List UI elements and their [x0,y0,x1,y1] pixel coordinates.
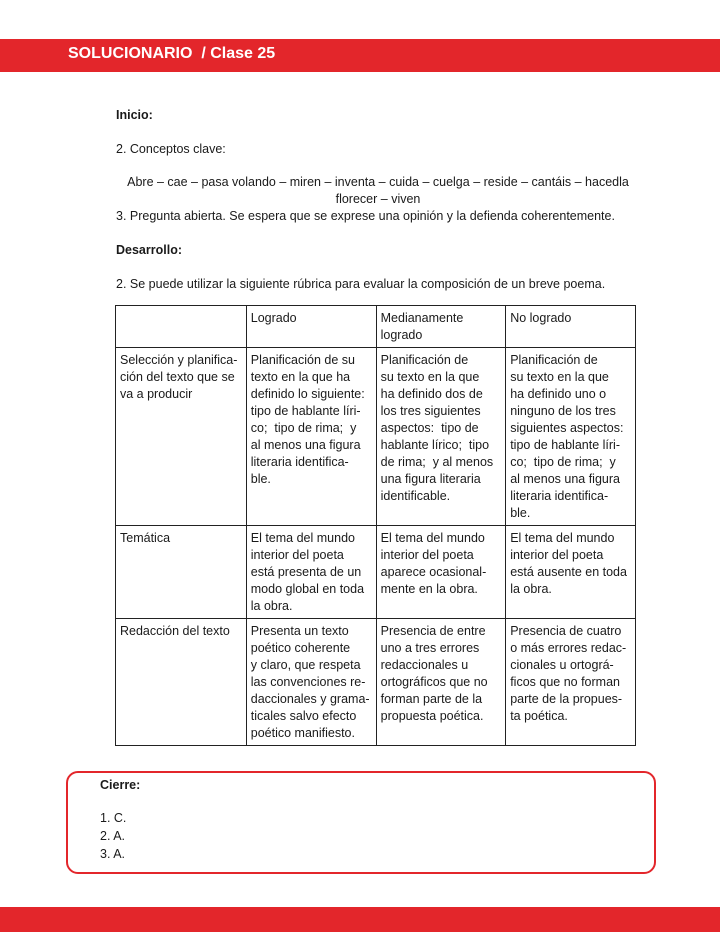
rubric-cell-logrado: Presenta un texto poético coherente y claro, que respeta las convenciones re- daccionales y grama- ticales salvo efecto poético manifiesto. [246,619,376,746]
concepts-line-1: Abre – cae – pasa volando – miren – inventa – cuida – cuelga – reside – cantáis – hacedla [127,175,629,189]
rubric-cell-no-logrado: El tema del mundo interior del poeta está ausente en toda la obra. [506,526,636,619]
cierre-heading: Cierre: [100,778,141,792]
rubric-cell-medianamente: Presencia de entre uno a tres errores redaccionales u ortográficos que no forman parte de la propuesta poética. [376,619,506,746]
rubric-header-no-logrado: No logrado [506,306,636,348]
rubric-cell-no-logrado: Presencia de cuatro o más errores redac- cionales u ortográ- ficos que no forman parte de la propues- ta poética. [506,619,636,746]
rubric-cell-logrado: Planificación de su texto en la que ha definido lo siguiente: tipo de hablante líri- co; tipo de rima; y al menos una figura literaria identifica- ble. [246,348,376,526]
rubric-header-medianamente: Medianamente logrado [376,306,506,348]
footer-band [0,907,720,932]
rubric-cell-medianamente: Planificación de su texto en la que ha definido dos de los tres siguientes aspectos: tipo de hablante lírico; tipo de rima; y al menos una figura literaria identificable. [376,348,506,526]
rubric-criterion: Temática [116,526,247,619]
rubric-cell-no-logrado: Planificación de su texto en la que ha definido uno o ninguno de los tres siguientes aspectos: tipo de hablante líri- co; tipo de rima; y al menos una figura literaria identifica- ble. [506,348,636,526]
inicio-item-2: 2. Conceptos clave: [116,142,226,156]
header-band [0,39,720,72]
rubric-criterion: Selección y planifica- ción del texto que se va a producir [116,348,247,526]
rubric-criterion: Redacción del texto [116,619,247,746]
inicio-item-3: 3. Pregunta abierta. Se espera que se exprese una opinión y la defienda coherentemente. [116,209,615,223]
rubric-row [116,348,636,526]
rubric-cell-medianamente: El tema del mundo interior del poeta aparece ocasional- mente en la obra. [376,526,506,619]
rubric-table [115,305,636,746]
rubric-row [116,619,636,746]
desarrollo-item-2: 2. Se puede utilizar la siguiente rúbrica para evaluar la composición de un breve poema. [116,277,606,291]
cierre-box [66,771,656,874]
concepts-line-2: florecer – viven [335,192,421,206]
cierre-answer-1: 1. C. [100,811,127,825]
desarrollo-heading: Desarrollo: [116,243,182,257]
rubric-header-logrado: Logrado [246,306,376,348]
rubric-cell-logrado: El tema del mundo interior del poeta está presenta de un modo global en toda la obra. [246,526,376,619]
rubric-header-row [116,306,636,348]
inicio-heading: Inicio: [116,108,153,122]
page-title: SOLUCIONARIO / Clase 25 [68,45,276,62]
cierre-answer-2: 2. A. [100,829,126,843]
cierre-answer-3: 3. A. [100,847,126,861]
rubric-row [116,526,636,619]
rubric-header-empty [116,306,247,348]
